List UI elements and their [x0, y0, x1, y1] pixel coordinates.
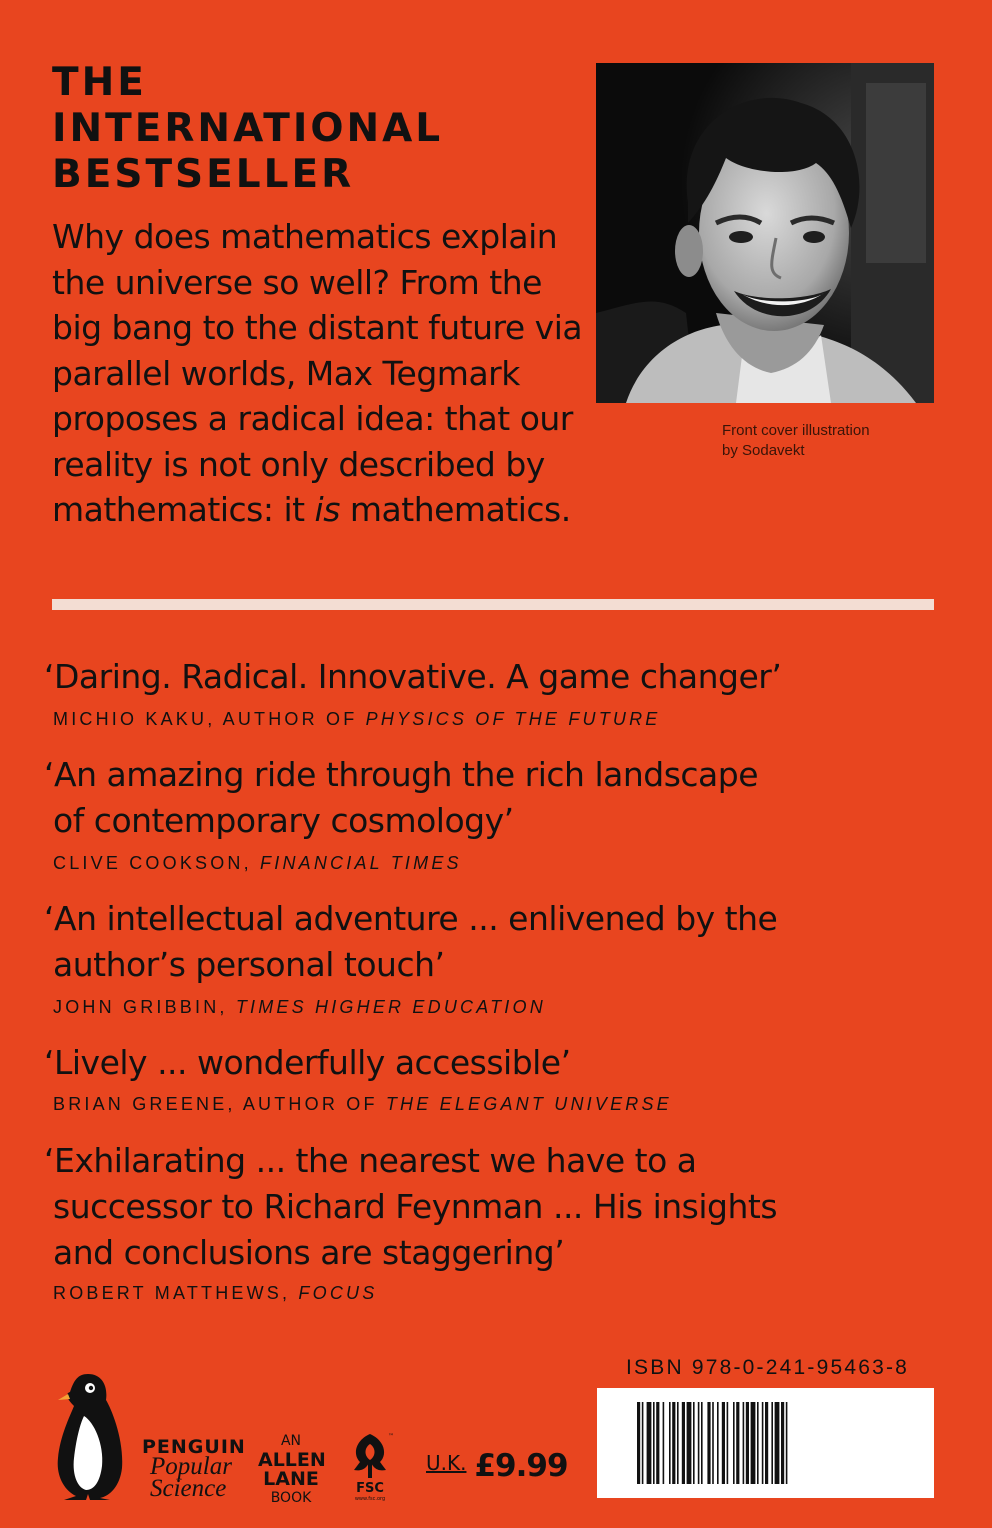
attribution-author: BRIAN GREENE, AUTHOR OF: [53, 1094, 386, 1114]
attribution-source: FINANCIAL TIMES: [260, 853, 462, 873]
barcode-bar: [647, 1402, 652, 1484]
barcode-bar: [663, 1402, 665, 1484]
fsc-url: www.fsc.org: [354, 1496, 386, 1502]
quote-line: and conclusions are staggering’: [53, 1233, 565, 1272]
price: [426, 1448, 568, 1484]
barcode-bar: [717, 1402, 719, 1484]
series-line-2: Science: [150, 1475, 227, 1502]
blurb-text: mathematics.: [339, 490, 571, 529]
barcode-bar: [682, 1402, 685, 1484]
review-quote: [44, 1138, 777, 1276]
barcode-bar: [701, 1402, 703, 1484]
blurb-line: Why does mathematics explain: [52, 217, 558, 256]
imprint-line-4: BOOK: [270, 1490, 312, 1506]
barcode-bar: [677, 1402, 679, 1484]
quote-line: ‘An intellectual adventure ... enlivened by the: [44, 899, 778, 938]
blurb-line: reality is not only described by: [52, 444, 545, 484]
barcode-bar: [757, 1402, 759, 1484]
author-portrait-image: [596, 63, 934, 403]
attribution-author: ROBERT MATTHEWS,: [53, 1283, 299, 1303]
imprint-line-3: LANE: [263, 1468, 319, 1490]
review-attribution: [53, 997, 546, 1018]
barcode-bar: [727, 1402, 729, 1484]
barcode-bar: [698, 1402, 700, 1484]
barcode-bar: [746, 1402, 749, 1484]
review-quote: [44, 752, 758, 844]
attribution-source: FOCUS: [298, 1283, 378, 1303]
divider-rule: [52, 599, 934, 610]
heading-line-3: BESTSELLER: [52, 152, 355, 197]
barcode-bar: [775, 1402, 780, 1484]
review-quote: [44, 1040, 571, 1086]
attribution-author: MICHIO KAKU, AUTHOR OF: [53, 709, 366, 729]
quote-line: successor to Richard Feynman ... His insights: [53, 1187, 778, 1226]
barcode-bar: [781, 1402, 784, 1484]
bestseller-heading: [52, 60, 443, 198]
review-quote: [44, 896, 777, 988]
quote-line: ‘An amazing ride through the rich landscape: [44, 755, 759, 794]
attribution-source: TIMES HIGHER EDUCATION: [235, 997, 546, 1017]
barcode-bar: [722, 1402, 725, 1484]
credit-line-1: Front cover illustration: [722, 422, 870, 439]
author-photo: [596, 63, 934, 403]
blurb-line: proposes a radical idea: that our: [52, 399, 573, 438]
quote-line: of contemporary cosmology’: [53, 801, 514, 840]
imprint-line-2: ALLEN: [258, 1449, 326, 1471]
publisher-name: PENGUIN: [142, 1436, 246, 1458]
barcode-bar: [672, 1402, 675, 1484]
series-line-1: Popular: [150, 1453, 232, 1480]
fsc-tree-logo: [346, 1430, 394, 1502]
attribution-source: PHYSICS OF THE FUTURE: [365, 709, 661, 729]
fsc-trademark: ™: [388, 1433, 394, 1440]
attribution-author: CLIVE COOKSON,: [53, 853, 261, 873]
blurb-line: parallel worlds, Max Tegmark: [52, 353, 520, 393]
review-attribution: [53, 1094, 672, 1115]
barcode-bar: [765, 1402, 768, 1484]
barcode-bar: [712, 1402, 714, 1484]
blurb-line: big bang to the distant future via: [52, 308, 583, 347]
barcode-bar: [733, 1402, 735, 1484]
barcode-bar: [669, 1402, 671, 1484]
barcode-bar: [642, 1402, 644, 1484]
barcode-bar: [693, 1402, 695, 1484]
blurb-line: the universe so well? From the: [52, 262, 542, 302]
review-quote: [44, 654, 781, 700]
blurb-text: mathematics: it: [52, 490, 315, 529]
barcode-bar: [637, 1402, 640, 1484]
barcode-bars: [597, 1388, 934, 1498]
quote-line: author’s personal touch’: [53, 945, 445, 984]
barcode-bar: [751, 1402, 756, 1484]
fsc-label: FSC: [356, 1481, 384, 1496]
book-blurb: [52, 214, 592, 533]
price-amount: £9.99: [474, 1448, 568, 1484]
review-attribution: [53, 709, 661, 730]
barcode-bar: [736, 1402, 739, 1484]
imprint-line-1: AN: [280, 1433, 302, 1449]
allen-lane-imprint: [258, 1432, 324, 1508]
barcode-bar: [656, 1402, 659, 1484]
publisher-series: [150, 1453, 232, 1502]
cover-illustration-credit: [722, 421, 870, 461]
quote-line: ‘Daring. Radical. Innovative. A game changer’: [44, 657, 782, 696]
attribution-source: THE ELEGANT UNIVERSE: [385, 1094, 672, 1114]
quote-line: ‘Lively ... wonderfully accessible’: [44, 1043, 571, 1082]
heading-line-1: THE: [52, 60, 147, 105]
barcode-bar: [707, 1402, 710, 1484]
barcode-bar: [743, 1402, 745, 1484]
barcode-bar: [687, 1402, 692, 1484]
price-region: U.K.: [426, 1451, 467, 1475]
barcode-bar: [653, 1402, 655, 1484]
penguin-logo: [50, 1370, 128, 1502]
barcode-bar: [771, 1402, 773, 1484]
credit-line-2: by Sodavekt: [722, 442, 805, 459]
barcode-bar: [762, 1402, 764, 1484]
barcode-bar: [786, 1402, 788, 1484]
quote-line: ‘Exhilarating ... the nearest we have to a: [44, 1141, 697, 1180]
blurb-line-last: [52, 487, 592, 533]
blurb-emphasis: is: [314, 490, 340, 529]
review-attribution: [53, 1283, 377, 1304]
heading-line-2: INTERNATIONAL: [52, 106, 444, 151]
review-attribution: [53, 853, 462, 874]
attribution-author: JOHN GRIBBIN,: [53, 997, 236, 1017]
isbn-number: ISBN 978-0-241-95463-8: [626, 1356, 910, 1379]
barcode: [597, 1388, 934, 1498]
